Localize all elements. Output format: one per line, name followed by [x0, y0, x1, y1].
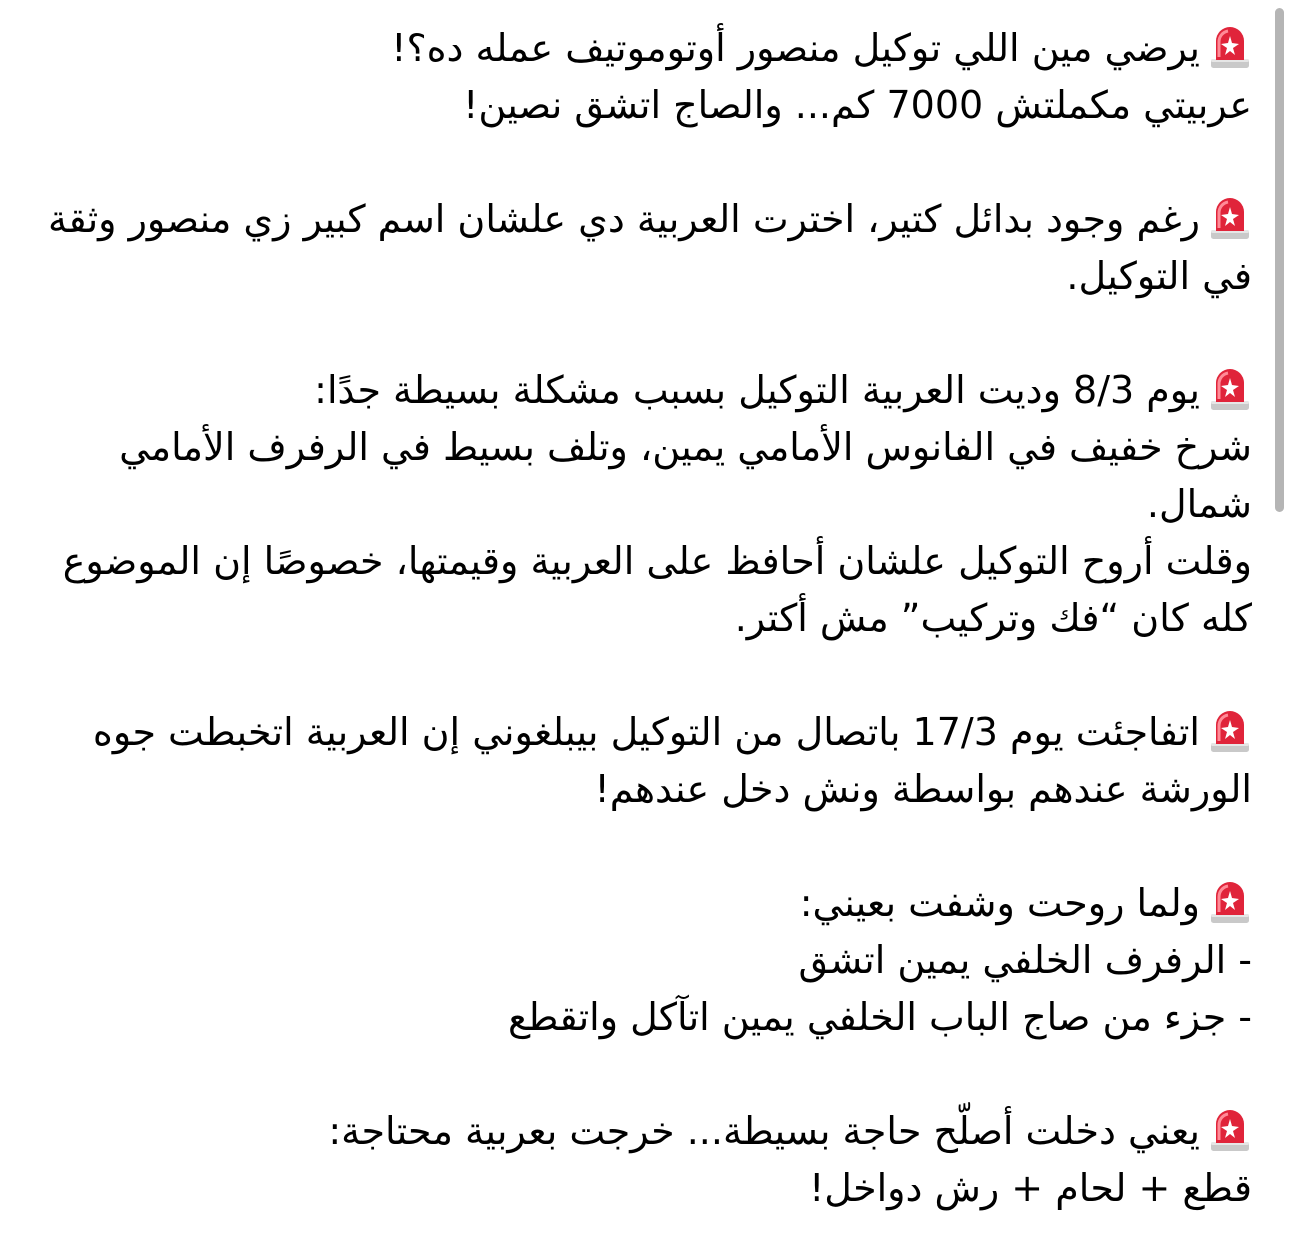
police-light-icon [1208, 1106, 1252, 1152]
paragraph-4 [40, 704, 1252, 818]
police-light-icon [1208, 878, 1252, 924]
paragraph-3 [40, 362, 1252, 647]
paragraph-line: وقلت أروح التوكيل علشان أحافظ على العربية وقيمتها، خصوصًا إن الموضوع كله كان “فك وتركيب” مش أكتر. [62, 539, 1252, 640]
paragraph-line: يعني دخلت أصلّح حاجة بسيطة... خرجت بعربية محتاجة: [40, 1103, 1252, 1160]
paragraph-line: رغم وجود بدائل كتير، اخترت العربية دي علشان اسم كبير زي منصور وثقة في التوكيل. [40, 191, 1252, 305]
paragraph-line: شرخ خفيف في الفانوس الأمامي يمين، وتلف بسيط في الرفرف الأمامي شمال. [119, 425, 1252, 526]
paragraph-6 [40, 1103, 1252, 1217]
paragraph-1 [40, 20, 1252, 134]
paragraph-line: - جزء من صاج الباب الخلفي يمين اتآكل واتقطع [507, 995, 1252, 1039]
police-light-icon [1208, 194, 1252, 240]
paragraph-2 [40, 191, 1252, 305]
police-light-icon [1208, 365, 1252, 411]
paragraph-line: يوم 8/3 وديت العربية التوكيل بسبب مشكلة بسيطة جدًا: [40, 362, 1252, 419]
paragraph-line: - الرفرف الخلفي يمين اتشق [798, 938, 1252, 982]
scrollbar-thumb[interactable] [1275, 8, 1284, 512]
paragraph-line: ولما روحت وشفت بعيني: [40, 875, 1252, 932]
paragraph-5 [40, 875, 1252, 1046]
post-body [40, 20, 1252, 1217]
police-light-icon [1208, 707, 1252, 753]
paragraph-line: يرضي مين اللي توكيل منصور أوتوموتيف عمله ده؟! [40, 20, 1252, 77]
paragraph-line: عربيتي مكملتش 7000 كم... والصاج اتشق نصين! [463, 83, 1252, 127]
paragraph-line: قطع + لحام + رش دواخل! [809, 1166, 1252, 1210]
paragraph-line: اتفاجئت يوم 17/3 باتصال من التوكيل بيبلغوني إن العربية اتخبطت جوه الورشة عندهم بواسطة ونش دخل عندهم! [40, 704, 1252, 818]
police-light-icon [1208, 23, 1252, 69]
